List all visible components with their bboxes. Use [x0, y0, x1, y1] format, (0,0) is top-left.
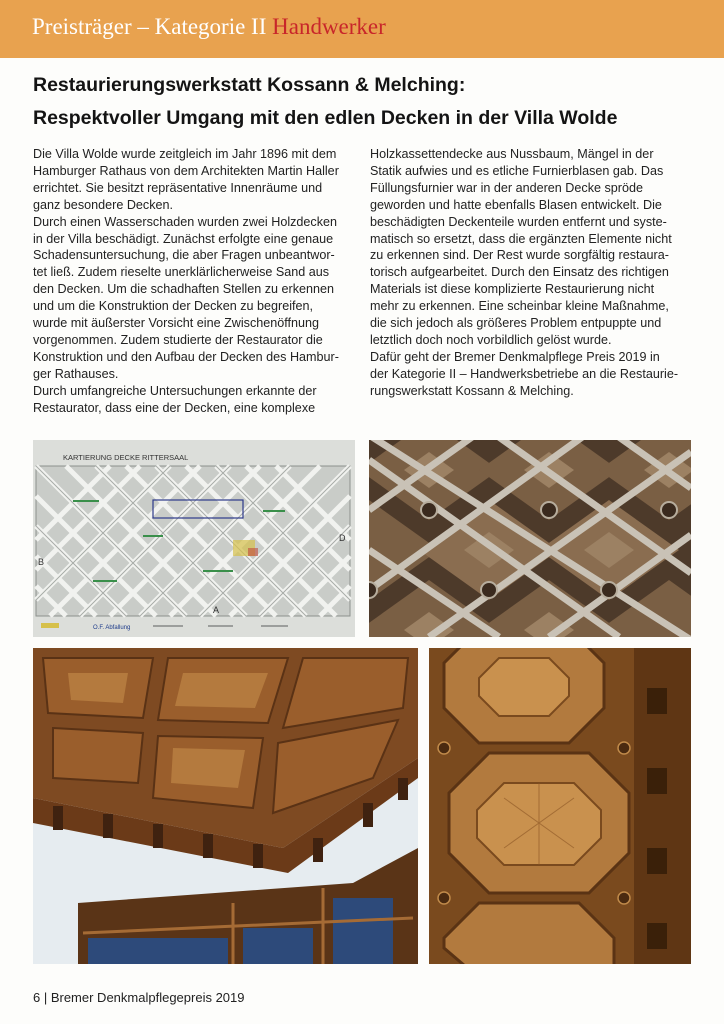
body-line: und um die Konstruktion der Decken zu begreifen, [33, 299, 314, 314]
article-subheadline: Respektvoller Umgang mit den edlen Decken in der Villa Wolde [33, 107, 618, 129]
body-line: Konstruktion und den Aufbau der Decken des Hambur- [33, 349, 339, 364]
body-line: geworden und hatte ebenfalls Blasen entwickelt. Die [370, 197, 662, 212]
body-line: vorgenommen. Zudem studierte der Restaurator die [33, 332, 323, 347]
body-line: letztlich doch noch vorbildlich gelöst wurde. [370, 332, 612, 347]
category-banner [0, 0, 724, 58]
body-line: Füllungsfurnier war in der anderen Decke spröde [370, 180, 644, 195]
body-line: matisch so ersetzt, dass die ergänzten Elemente nicht [370, 231, 672, 246]
coffered-ceiling-detail-photo [369, 440, 691, 637]
body-line: rungswerkstatt Kossann & Melching. [370, 383, 574, 398]
body-line: Materials ist diese komplizierte Restaurierung nicht [370, 282, 655, 297]
body-line: Durch umfangreiche Untersuchungen erkannte der [33, 383, 317, 398]
sketch-legend: O.F. Abfallung [93, 625, 131, 631]
body-line: die sich jedoch als größeres Problem entpuppte und [370, 316, 662, 331]
body-line: torisch aufgearbeitet. Durch den Einsatz des richtigen [370, 265, 669, 280]
body-line: den Decken. Um die schadhaften Stellen zu erkennen [33, 282, 335, 297]
body-line: ger Rathauses. [33, 366, 119, 381]
body-line: Statik aufwies und es etliche Furnierblasen gab. Das [370, 163, 664, 178]
body-line: errichtet. Sie besitzt repräsentative Innenräume und [33, 180, 323, 195]
body-line: tet ließ. Zudem rieselte unerklärlicherweise Sand aus [33, 265, 330, 280]
body-line: ganz besondere Decken. [33, 197, 174, 212]
banner-category-text: Preisträger – Kategorie II [32, 14, 273, 39]
article-headline: Restaurierungswerkstatt Kossann & Melching: [33, 74, 466, 96]
ceiling-mapping-sketch-photo [33, 440, 355, 637]
text-column-left [33, 146, 353, 417]
body-line: Holzkassettendecke aus Nussbaum, Mängel in der [370, 147, 654, 161]
body-line: mehr zu erkennen. Eine scheinbar kleine Maßnahme, [370, 299, 669, 314]
body-line: Durch einen Wasserschaden wurden zwei Holzdecken [33, 214, 338, 229]
page-footer: 6 | Bremer Denkmalpflegepreis 2019 [33, 990, 245, 1005]
sketch-caption: KARTIERUNG DECKE RITTERSAAL [63, 453, 189, 462]
body-line: beschädigten Deckenteile wurden entfernt und syste- [370, 214, 667, 229]
sketch-letter-b: B [38, 557, 45, 567]
body-line: Dafür geht der Bremer Denkmalpflege Preis 2019 in [370, 349, 660, 364]
body-line: wurde mit äußerster Vorsicht eine Zwischenöffnung [33, 316, 320, 331]
banner-highlight-text: Handwerker [272, 14, 386, 39]
sketch-letter-d: D [339, 533, 346, 543]
body-line: zu erkennen sind. Der Rest wurde sorgfältig restaura- [370, 248, 669, 263]
body-line: Hamburger Rathaus von dem Architekten Martin Haller [33, 163, 339, 178]
body-line: in der Villa beschädigt. Zunächst erfolgte eine genaue [33, 231, 334, 246]
body-line: Restaurator, dass eine der Decken, eine komplexe [33, 400, 316, 415]
sketch-letter-a: A [213, 605, 220, 615]
ceiling-library-photo [33, 648, 418, 964]
body-line: der Kategorie II – Handwerksbetriebe an die Restaurie- [370, 366, 679, 381]
body-line: Schadensuntersuchung, die aber Fragen unbeantwor- [33, 248, 335, 263]
octagonal-ceiling-photo [429, 648, 691, 964]
banner-title [32, 14, 386, 40]
text-column-right [370, 146, 695, 400]
body-line: Die Villa Wolde wurde zeitgleich im Jahr 1896 mit dem [33, 147, 337, 161]
